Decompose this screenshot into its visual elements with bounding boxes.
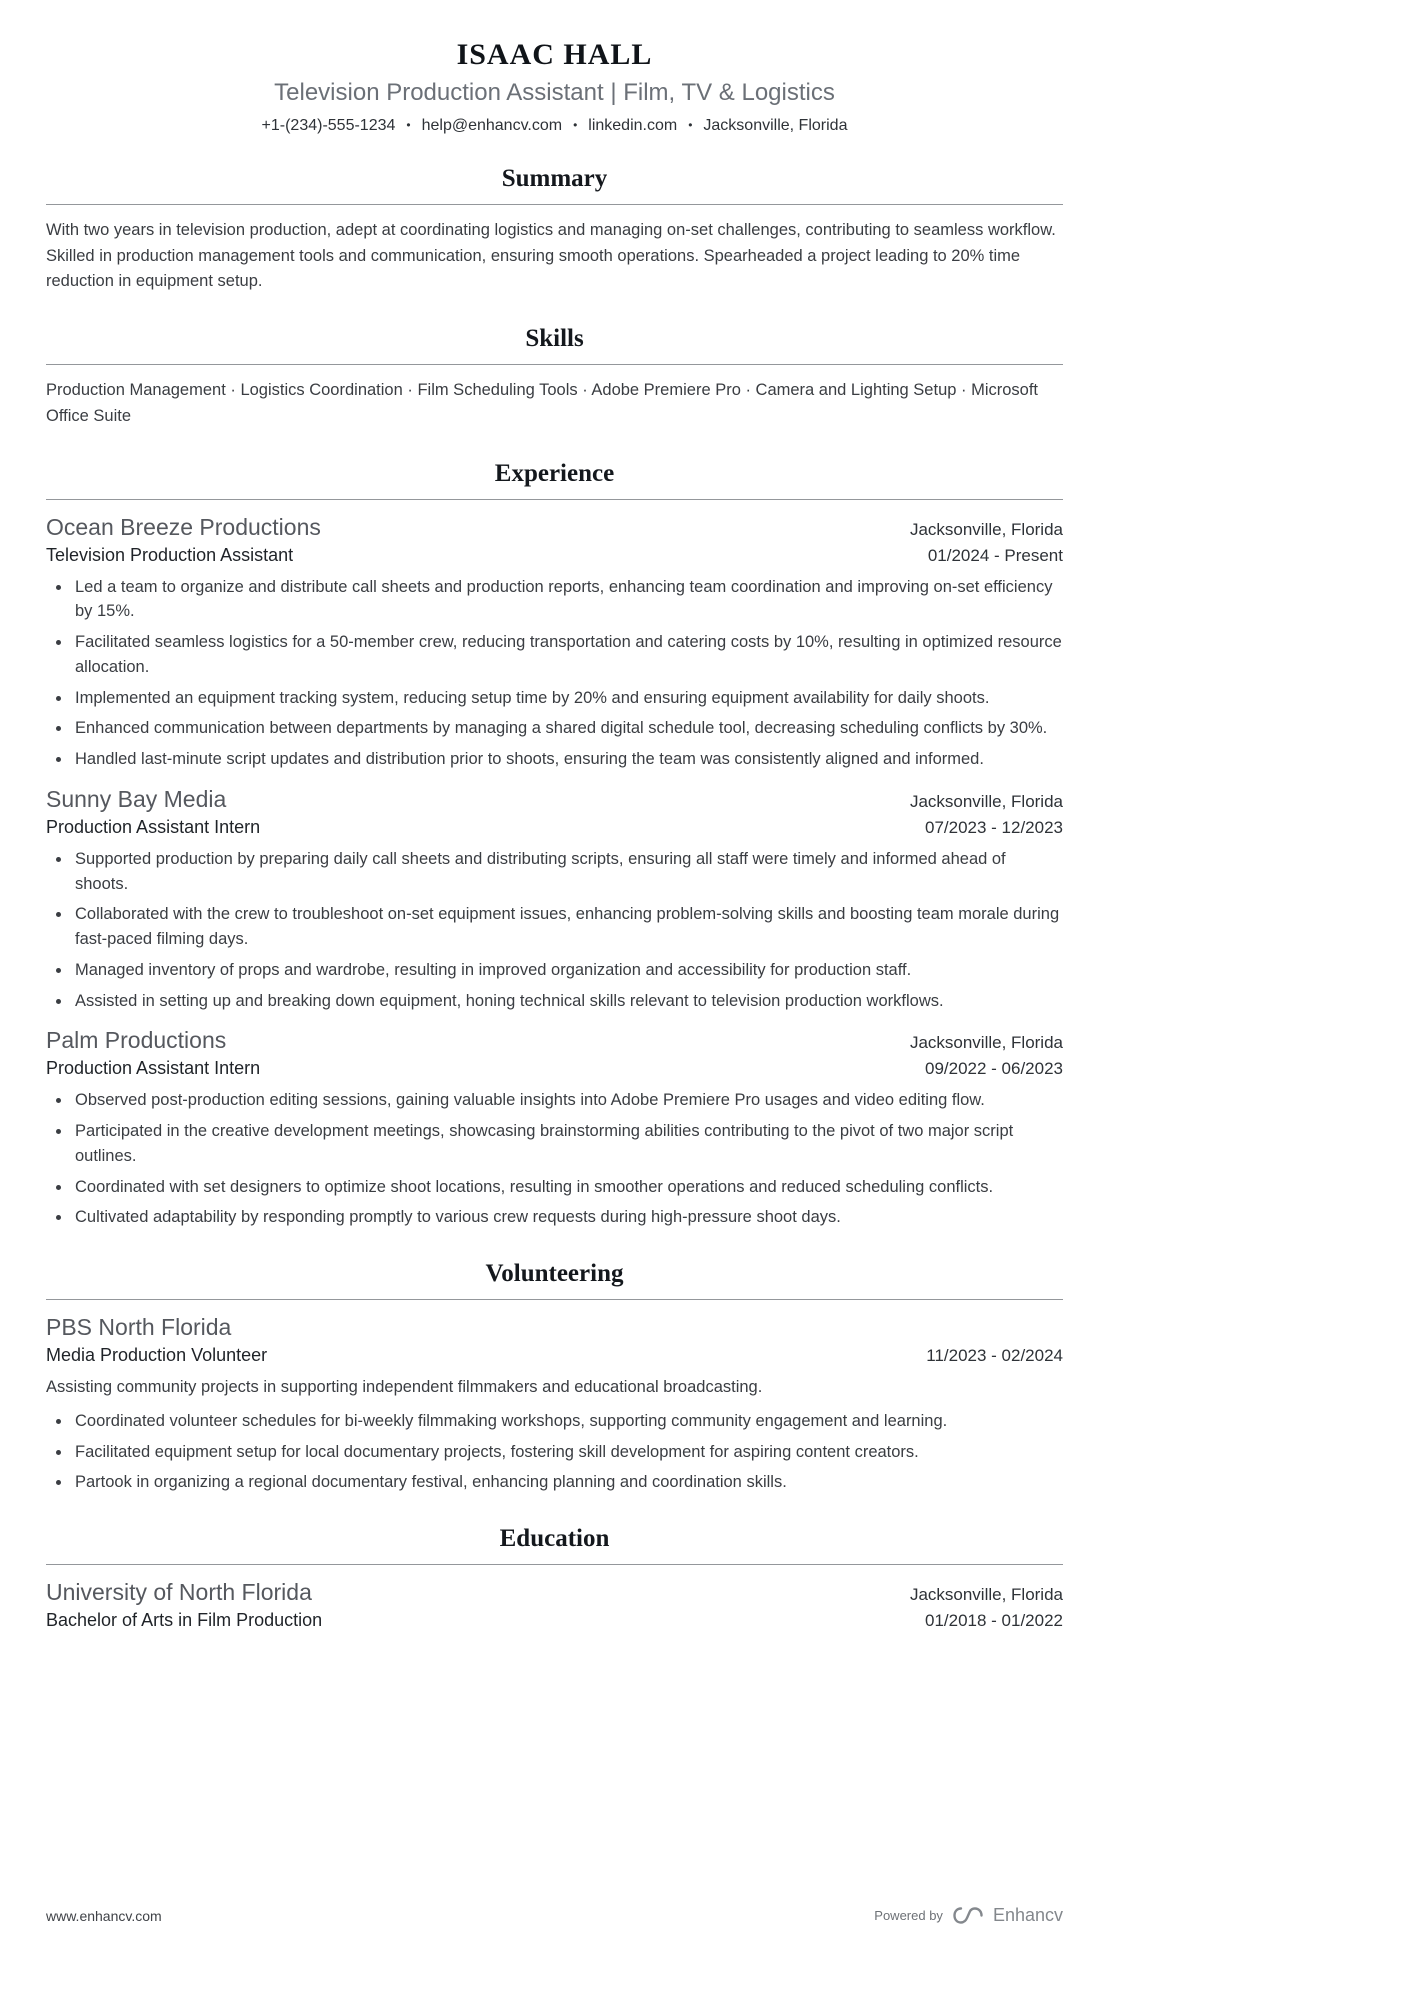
bullet-item: • Coordinated volunteer schedules for bi-weekly filmmaking workshops, supporting community engagement and learning. bbox=[72, 1409, 1063, 1434]
bullet-item: • Collaborated with the crew to troubleshoot on-set equipment issues, enhancing problem-solving skills and boosting team morale during fast-paced filming days. bbox=[72, 902, 1063, 952]
company-location: Jacksonville, Florida bbox=[909, 1033, 1063, 1053]
contact-linkedin: linkedin.com bbox=[588, 117, 678, 134]
section-skills bbox=[46, 325, 1063, 429]
section-education bbox=[46, 1525, 1063, 1631]
skills-heading: Skills bbox=[46, 325, 1063, 365]
experience-entry bbox=[46, 1027, 1063, 1230]
footer-website: www.enhancv.com bbox=[46, 1907, 162, 1924]
bullet-item: • Observed post-production editing sessions, gaining valuable insights into Adobe Premiere Pro usages and video editing flow. bbox=[72, 1088, 1063, 1113]
bullet-item: • Handled last-minute script updates and distribution prior to shoots, ensuring the team was consistently aligned and informed. bbox=[72, 747, 1063, 772]
contact-separator: • bbox=[688, 118, 693, 132]
bullet-item: • Assisted in setting up and breaking down equipment, honing technical skills relevant to television production workflows. bbox=[72, 989, 1063, 1014]
company-location: Jacksonville, Florida bbox=[909, 519, 1063, 539]
section-experience bbox=[46, 460, 1063, 1231]
contact-separator: • bbox=[573, 118, 578, 132]
job-dates: 01/2024 - Present bbox=[927, 545, 1063, 565]
volunteering-heading: Volunteering bbox=[46, 1260, 1063, 1300]
contact-separator: • bbox=[406, 118, 411, 132]
job-dates: 09/2022 - 06/2023 bbox=[924, 1059, 1063, 1079]
organization-name: PBS North Florida bbox=[46, 1314, 232, 1341]
school-location: Jacksonville, Florida bbox=[909, 1585, 1063, 1605]
education-entry bbox=[46, 1579, 1063, 1631]
job-title: Production Assistant Intern bbox=[46, 816, 261, 837]
volunteer-dates: 11/2023 - 02/2024 bbox=[926, 1346, 1063, 1366]
enhancv-logo-icon bbox=[952, 1905, 984, 1926]
contact-email: help@enhancv.com bbox=[421, 117, 563, 134]
enhancv-brand-name: Enhancv bbox=[992, 1905, 1063, 1925]
job-title: Television Production Assistant bbox=[46, 544, 294, 565]
job-bullets bbox=[46, 575, 1063, 772]
resume-header bbox=[46, 38, 1063, 135]
summary-text: With two years in television production, adept at coordinating logistics and managing on-set challenges, contributing to seamless workflow. Skilled in production management tools and communication, ensuring smooth operations. Spearheaded a project leading to 20% time reduction in equipment setup. bbox=[46, 221, 1056, 291]
bullet-item: • Coordinated with set designers to optimize shoot locations, resulting in smoother operations and reduced scheduling conflicts. bbox=[72, 1175, 1063, 1200]
contact-location: Jacksonville, Florida bbox=[703, 117, 848, 134]
skills-list: Production Management · Logistics Coordination · Film Scheduling Tools · Adobe Premiere Pro · Camera and Lighting Setup · Microsoft Office Suite bbox=[46, 381, 1039, 425]
job-bullets bbox=[46, 1088, 1063, 1230]
contact-phone: +1-(234)-555-1234 bbox=[261, 117, 396, 134]
job-bullets bbox=[46, 847, 1063, 1014]
degree-name: Bachelor of Arts in Film Production bbox=[46, 1610, 323, 1631]
job-title: Production Assistant Intern bbox=[46, 1058, 261, 1079]
experience-entry bbox=[46, 786, 1063, 1014]
candidate-title: Television Production Assistant | Film, TV & Logistics bbox=[274, 79, 835, 106]
experience-entry bbox=[46, 514, 1063, 772]
bullet-item: • Led a team to organize and distribute call sheets and production reports, enhancing team coordination and improving on-set efficiency by 15%. bbox=[72, 575, 1063, 625]
bullet-item: • Supported production by preparing daily call sheets and distributing scripts, ensuring all staff were timely and informed ahead of shoots. bbox=[72, 847, 1063, 897]
bullet-item: • Implemented an equipment tracking system, reducing setup time by 20% and ensuring equipment availability for daily shoots. bbox=[72, 686, 1063, 711]
summary-heading: Summary bbox=[46, 165, 1063, 205]
section-volunteering bbox=[46, 1260, 1063, 1495]
company-name: Sunny Bay Media bbox=[46, 785, 227, 812]
job-dates: 07/2023 - 12/2023 bbox=[924, 817, 1063, 837]
volunteering-entry bbox=[46, 1314, 1063, 1495]
school-name: University of North Florida bbox=[46, 1579, 312, 1606]
section-summary bbox=[46, 165, 1063, 295]
bullet-item: • Managed inventory of props and wardrobe, resulting in improved organization and accessibility for production staff. bbox=[72, 958, 1063, 983]
company-name: Palm Productions bbox=[46, 1027, 227, 1054]
bullet-item: • Cultivated adaptability by responding promptly to various crew requests during high-pressure shoot days. bbox=[72, 1205, 1063, 1230]
resume-page bbox=[46, 38, 1063, 1631]
experience-heading: Experience bbox=[46, 460, 1063, 500]
bullet-item: • Participated in the creative development meetings, showcasing brainstorming abilities contributing to the pivot of two major script outlines. bbox=[72, 1119, 1063, 1169]
education-dates: 01/2018 - 01/2022 bbox=[924, 1611, 1063, 1631]
candidate-name: ISAAC HALL bbox=[456, 38, 653, 71]
volunteer-role: Media Production Volunteer bbox=[46, 1345, 268, 1366]
education-heading: Education bbox=[46, 1525, 1063, 1565]
contact-line bbox=[46, 117, 1063, 135]
company-name: Ocean Breeze Productions bbox=[46, 513, 321, 540]
volunteer-description: Assisting community projects in supporting independent filmmakers and educational broadcasting. bbox=[46, 1378, 763, 1397]
bullet-item: • Facilitated seamless logistics for a 50-member crew, reducing transportation and catering costs by 10%, resulting in optimized resource allocation. bbox=[72, 630, 1063, 680]
bullet-item: • Enhanced communication between departments by managing a shared digital schedule tool, decreasing scheduling conflicts by 30%. bbox=[72, 716, 1063, 741]
page-footer bbox=[46, 1905, 1063, 1926]
volunteer-bullets bbox=[46, 1409, 1063, 1495]
powered-by-label: Powered by bbox=[874, 1908, 943, 1923]
company-location: Jacksonville, Florida bbox=[909, 791, 1063, 811]
bullet-item: • Facilitated equipment setup for local documentary projects, fostering skill development for aspiring content creators. bbox=[72, 1440, 1063, 1465]
bullet-item: • Partook in organizing a regional documentary festival, enhancing planning and coordination skills. bbox=[72, 1470, 1063, 1495]
